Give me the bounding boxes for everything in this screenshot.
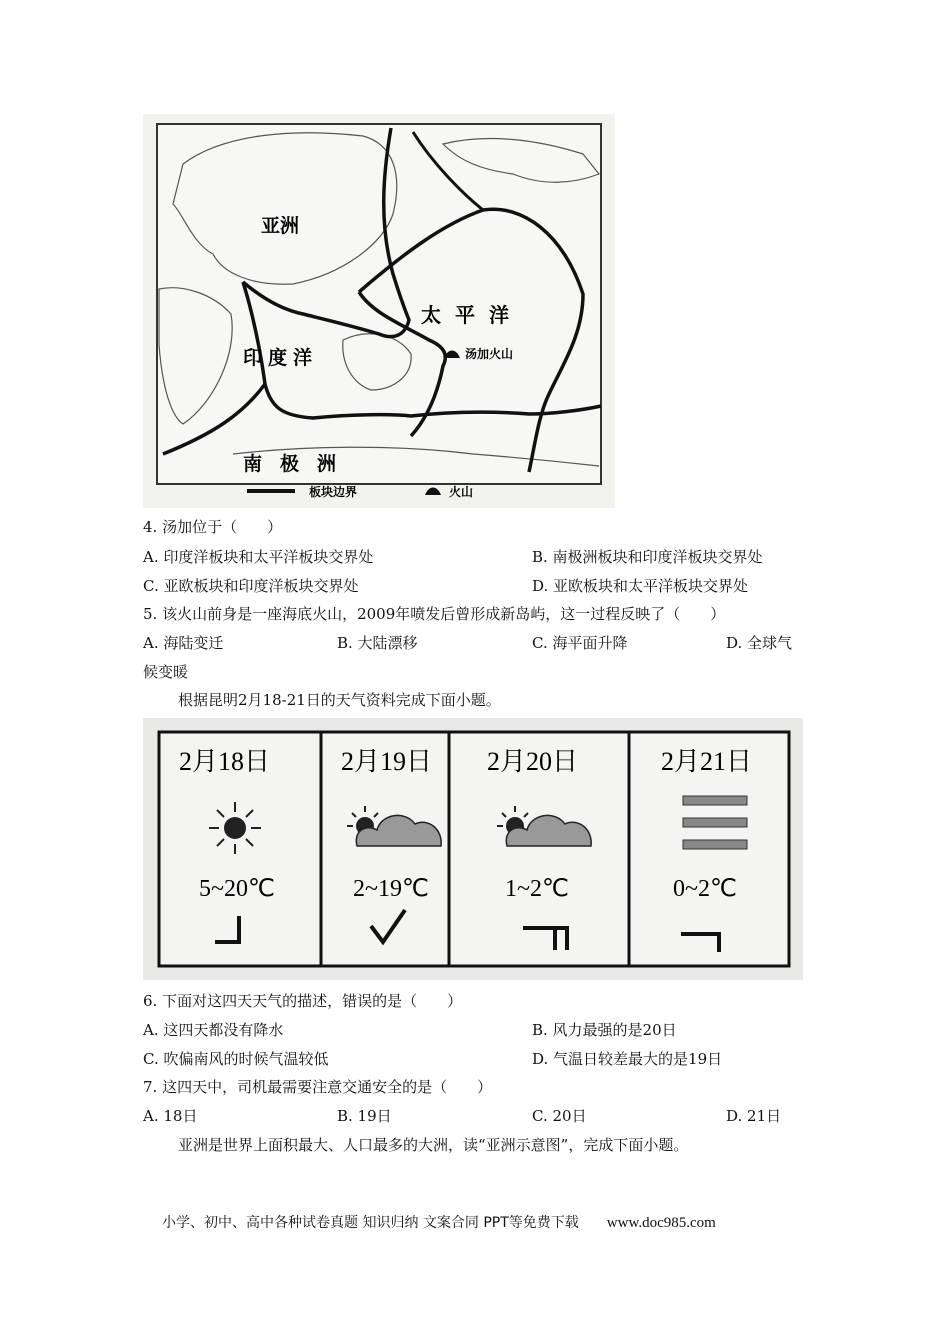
question-5-option-b: B. 大陆漂移 <box>337 634 418 652</box>
weather-intro: 根据昆明2月18-21日的天气资料完成下面小题。 <box>178 691 501 709</box>
map-frame <box>157 124 601 484</box>
question-6-option-b: B. 风力最强的是20日 <box>532 1021 677 1039</box>
footer-text: 小学、初中、高中各种试卷真题 知识归纳 文案合同 PPT等免费下载 <box>162 1215 579 1231</box>
question-6-stem: 6. 下面对这四天天气的描述，错误的是（ ） <box>143 992 463 1010</box>
temp-day-3: 1~2℃ <box>505 876 569 902</box>
question-5-option-d: D. 全球气 <box>726 634 793 652</box>
question-7-stem: 7. 这四天中，司机最需要注意交通安全的是（ ） <box>143 1078 493 1096</box>
plate-map <box>143 114 615 508</box>
date-day-3: 2月20日 <box>487 747 579 776</box>
question-4-option-d: D. 亚欧板块和太平洋板块交界处 <box>532 577 749 595</box>
question-6-option-d: D. 气温日较差最大的是19日 <box>532 1050 723 1068</box>
legend-volcano-label: 火山 <box>449 485 474 499</box>
question-5-stem: 5. 该火山前身是一座海底火山，2009年喷发后曾形成新岛屿，这一过程反映了（ ） <box>143 605 726 623</box>
question-6-option-a: A. 这四天都没有降水 <box>143 1021 284 1039</box>
question-7-option-a: A. 18日 <box>143 1107 198 1125</box>
question-4-option-c: C. 亚欧板块和印度洋板块交界处 <box>143 577 359 595</box>
fog-icon <box>683 796 747 849</box>
temp-day-1: 5~20℃ <box>199 876 275 902</box>
plate-map-figure <box>143 114 615 508</box>
label-pacific: 太平洋 <box>421 303 523 327</box>
question-4-option-a: A. 印度洋板块和太平洋板块交界处 <box>143 548 374 566</box>
question-5-option-a: A. 海陆变迁 <box>143 634 224 652</box>
label-asia: 亚洲 <box>261 215 300 237</box>
label-indian: 印度洋 <box>243 347 319 369</box>
label-tonga: 汤加火山 <box>465 347 514 361</box>
question-7-option-c: C. 20日 <box>532 1107 587 1125</box>
date-day-2: 2月19日 <box>341 747 433 776</box>
temp-day-4: 0~2℃ <box>673 876 737 902</box>
legend-boundary-label: 板块边界 <box>309 485 358 499</box>
question-5-option-d-cont: 候变暖 <box>143 663 189 681</box>
question-4-stem: 4. 汤加位于（ ） <box>143 518 283 536</box>
legend-volcano-icon <box>425 488 441 496</box>
temp-day-2: 2~19℃ <box>353 876 429 902</box>
weather-figure <box>143 718 803 980</box>
question-5-option-c: C. 海平面升降 <box>532 634 628 652</box>
date-day-4: 2月21日 <box>661 747 753 776</box>
question-4-option-b: B. 南极洲板块和印度洋板块交界处 <box>532 548 763 566</box>
label-antarctica: 南极洲 <box>243 453 355 475</box>
question-7-option-b: B. 19日 <box>337 1107 392 1125</box>
question-6-option-c: C. 吹偏南风的时候气温较低 <box>143 1050 329 1068</box>
asia-intro: 亚洲是世界上面积最大、人口最多的大洲，读“亚洲示意图”，完成下面小题。 <box>178 1136 689 1154</box>
date-day-1: 2月18日 <box>179 747 271 776</box>
question-7-option-d: D. 21日 <box>726 1107 782 1125</box>
weather-panels <box>143 718 803 980</box>
page-footer <box>162 1213 716 1233</box>
footer-link[interactable]: www.doc985.com <box>606 1215 716 1231</box>
